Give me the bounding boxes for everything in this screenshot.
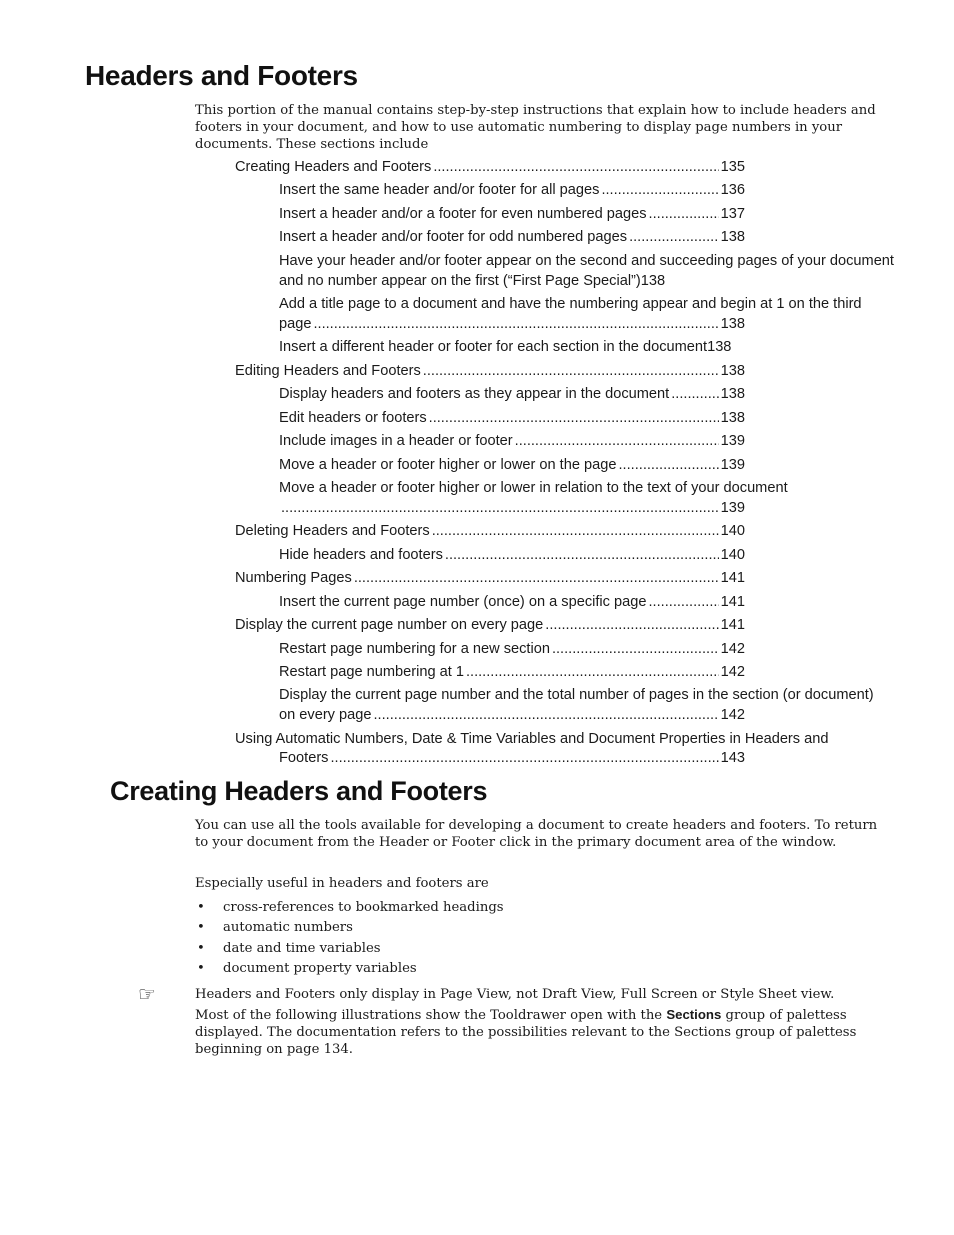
useful-paragraph: Especially useful in headers and footers are bbox=[195, 876, 489, 891]
toc-entry[interactable] bbox=[279, 205, 900, 225]
toc-leader-dots bbox=[281, 499, 719, 519]
toc-entry-text: Insert a different header or footer for each section in the document138 bbox=[279, 339, 732, 356]
toc-entry-text: Insert a header and/or a footer for even numbered pages bbox=[279, 205, 647, 222]
toc-entry-text: Move a header or footer higher or lower in relation to the text of your document bbox=[279, 480, 788, 496]
toc-leader-dots bbox=[432, 522, 719, 542]
useful-items-list bbox=[195, 898, 504, 980]
toc-entry-text: Include images in a header or footer bbox=[279, 433, 513, 450]
bullet-icon: • bbox=[197, 961, 205, 977]
toc-page-number: 135 bbox=[720, 159, 745, 175]
toc-leader-dots bbox=[313, 315, 718, 335]
toc-page-number: 137 bbox=[720, 205, 745, 222]
toc-page-number: 141 bbox=[720, 617, 745, 634]
sections-term: Sections bbox=[666, 1007, 722, 1022]
list-item: • document property variables bbox=[195, 959, 504, 979]
toc-entry[interactable] bbox=[279, 409, 900, 429]
toc-entry-text: Hide headers and footers bbox=[279, 546, 443, 563]
toc-page-number: 140 bbox=[720, 546, 745, 563]
toc-leader-dots bbox=[423, 362, 719, 382]
toc-entry[interactable] bbox=[279, 252, 900, 291]
intro-paragraph: This portion of the manual contains step-by-step instructions that explain how to include headers and footers in your document, and how to use automatic numbering to display page numbers in your documents. These sections include bbox=[195, 103, 876, 152]
section-title-headers-and-footers: Headers and Footers bbox=[85, 60, 358, 91]
toc-leader-dots bbox=[649, 593, 719, 613]
bullet-icon: • bbox=[197, 900, 205, 915]
toc-entry-text: Insert the same header and/or footer for all pages bbox=[279, 182, 600, 199]
toc-entry[interactable] bbox=[279, 546, 900, 566]
toc-entry[interactable] bbox=[279, 640, 900, 660]
toc-page-number: 142 bbox=[720, 640, 745, 657]
toc-entry-text: Creating Headers and Footers bbox=[235, 159, 432, 175]
toc-page-number: 142 bbox=[720, 663, 745, 680]
toc-leader-dots bbox=[545, 616, 718, 636]
toc-leader-dots bbox=[649, 205, 719, 225]
toc-leader-dots bbox=[429, 409, 719, 429]
toc-page-number: 138 bbox=[720, 409, 745, 426]
toc-page-number: 139 bbox=[720, 499, 745, 516]
toc-entry[interactable] bbox=[235, 522, 900, 542]
toc-page-number: 142 bbox=[720, 707, 745, 724]
toc-entry[interactable] bbox=[279, 663, 900, 683]
toc-entry-text: Insert the current page number (once) on a specific page bbox=[279, 593, 647, 610]
toc-entry-continuation: Footers bbox=[279, 750, 329, 767]
section-title-creating-headers-and-footers: Creating Headers and Footers bbox=[110, 776, 488, 806]
illustrations-paragraph: Most of the following illustrations show the Tooldrawer open with the Sections group of palettess displayed. The documentation refers to the possibilities relevant to the Sections group of palettess beginning on page 134. bbox=[195, 1007, 857, 1057]
toc-leader-dots bbox=[466, 663, 719, 683]
toc-page-number: 138 bbox=[720, 315, 745, 332]
toc-entry-text: Have your header and/or footer appear on the second and succeeding pages of your document and no number appear on the first (“First Page Special”)138 bbox=[279, 252, 894, 289]
toc-entry[interactable] bbox=[279, 228, 900, 248]
toc-entry[interactable] bbox=[279, 338, 900, 358]
toc-entry[interactable] bbox=[279, 432, 900, 452]
note-paragraph: Headers and Footers only display in Page View, not Draft View, Full Screen or Style Sheet view. bbox=[195, 987, 835, 1002]
toc-entry[interactable] bbox=[235, 158, 900, 178]
toc-entry-text: Move a header or footer higher or lower on the page bbox=[279, 456, 617, 473]
toc-entry[interactable] bbox=[235, 730, 900, 769]
toc-entry[interactable] bbox=[235, 616, 900, 636]
toc-entry-text: Using Automatic Numbers, Date & Time Variables and Document Properties in Headers and bbox=[235, 730, 829, 747]
toc-entry[interactable] bbox=[279, 456, 900, 476]
toc-entry[interactable] bbox=[279, 295, 900, 334]
toc-entry-text: Insert a header and/or footer for odd numbered pages bbox=[279, 229, 628, 246]
toc-page-number: 138 bbox=[720, 386, 745, 403]
list-item: • date and time variables bbox=[195, 939, 504, 959]
toc-entry-text: Editing Headers and Footers bbox=[235, 362, 421, 379]
toc-entry-text: Restart page numbering at 1 bbox=[279, 663, 464, 680]
toc-leader-dots bbox=[552, 640, 719, 660]
toc-leader-dots bbox=[445, 546, 719, 566]
toc-leader-dots bbox=[601, 181, 718, 201]
toc-leader-dots bbox=[619, 456, 719, 476]
toc-leader-dots bbox=[374, 706, 719, 726]
creating-paragraph: You can use all the tools available for developing a document to create headers and footers. To return to your document from the Header or Footer click in the primary document area of the window. bbox=[195, 818, 878, 850]
toc-page-number: 138 bbox=[720, 362, 745, 379]
toc-entry-text: Display headers and footers as they appear in the document bbox=[279, 386, 670, 403]
table-of-contents bbox=[235, 158, 900, 769]
toc-entry-text: Edit headers or footers bbox=[279, 409, 427, 426]
toc-page-number: 136 bbox=[720, 182, 745, 199]
toc-entry[interactable] bbox=[279, 686, 900, 725]
toc-entry-text: Display the current page number on every page bbox=[235, 617, 544, 634]
toc-page-number: 139 bbox=[720, 433, 745, 450]
toc-entry-text: Add a title page to a document and have the numbering appear and begin at 1 on the third bbox=[279, 296, 862, 313]
pointing-hand-icon: ☞ bbox=[138, 982, 156, 1006]
toc-page-number: 140 bbox=[720, 523, 745, 540]
list-item: • automatic numbers bbox=[195, 918, 504, 938]
toc-entry-continuation: page bbox=[279, 315, 312, 332]
toc-entry-text: Display the current page number and the total number of pages in the section (or document) bbox=[279, 687, 874, 704]
toc-entry[interactable] bbox=[279, 593, 900, 613]
toc-page-number: 143 bbox=[720, 750, 745, 767]
toc-leader-dots bbox=[515, 432, 719, 452]
toc-page-number: 141 bbox=[720, 593, 745, 610]
toc-leader-dots bbox=[433, 158, 718, 178]
toc-entry-continuation: on every page bbox=[279, 707, 372, 724]
toc-entry[interactable] bbox=[279, 385, 900, 405]
list-item: • cross-references to bookmarked headings bbox=[195, 898, 504, 918]
toc-page-number: 138 bbox=[720, 229, 745, 246]
toc-entry[interactable] bbox=[279, 479, 900, 518]
toc-leader-dots bbox=[629, 228, 719, 248]
toc-leader-dots bbox=[354, 569, 719, 589]
toc-page-number: 141 bbox=[720, 570, 745, 587]
toc-page-number: 139 bbox=[720, 456, 745, 473]
toc-leader-dots bbox=[671, 385, 718, 405]
toc-entry[interactable] bbox=[235, 569, 900, 589]
toc-entry[interactable] bbox=[279, 181, 900, 201]
bullet-icon: • bbox=[197, 920, 205, 936]
toc-entry-text: Numbering Pages bbox=[235, 570, 352, 587]
toc-leader-dots bbox=[330, 749, 718, 769]
toc-entry[interactable] bbox=[235, 362, 900, 382]
toc-entry-text: Deleting Headers and Footers bbox=[235, 523, 430, 540]
toc-entry-text: Restart page numbering for a new section bbox=[279, 640, 550, 657]
bullet-icon: • bbox=[197, 940, 205, 956]
